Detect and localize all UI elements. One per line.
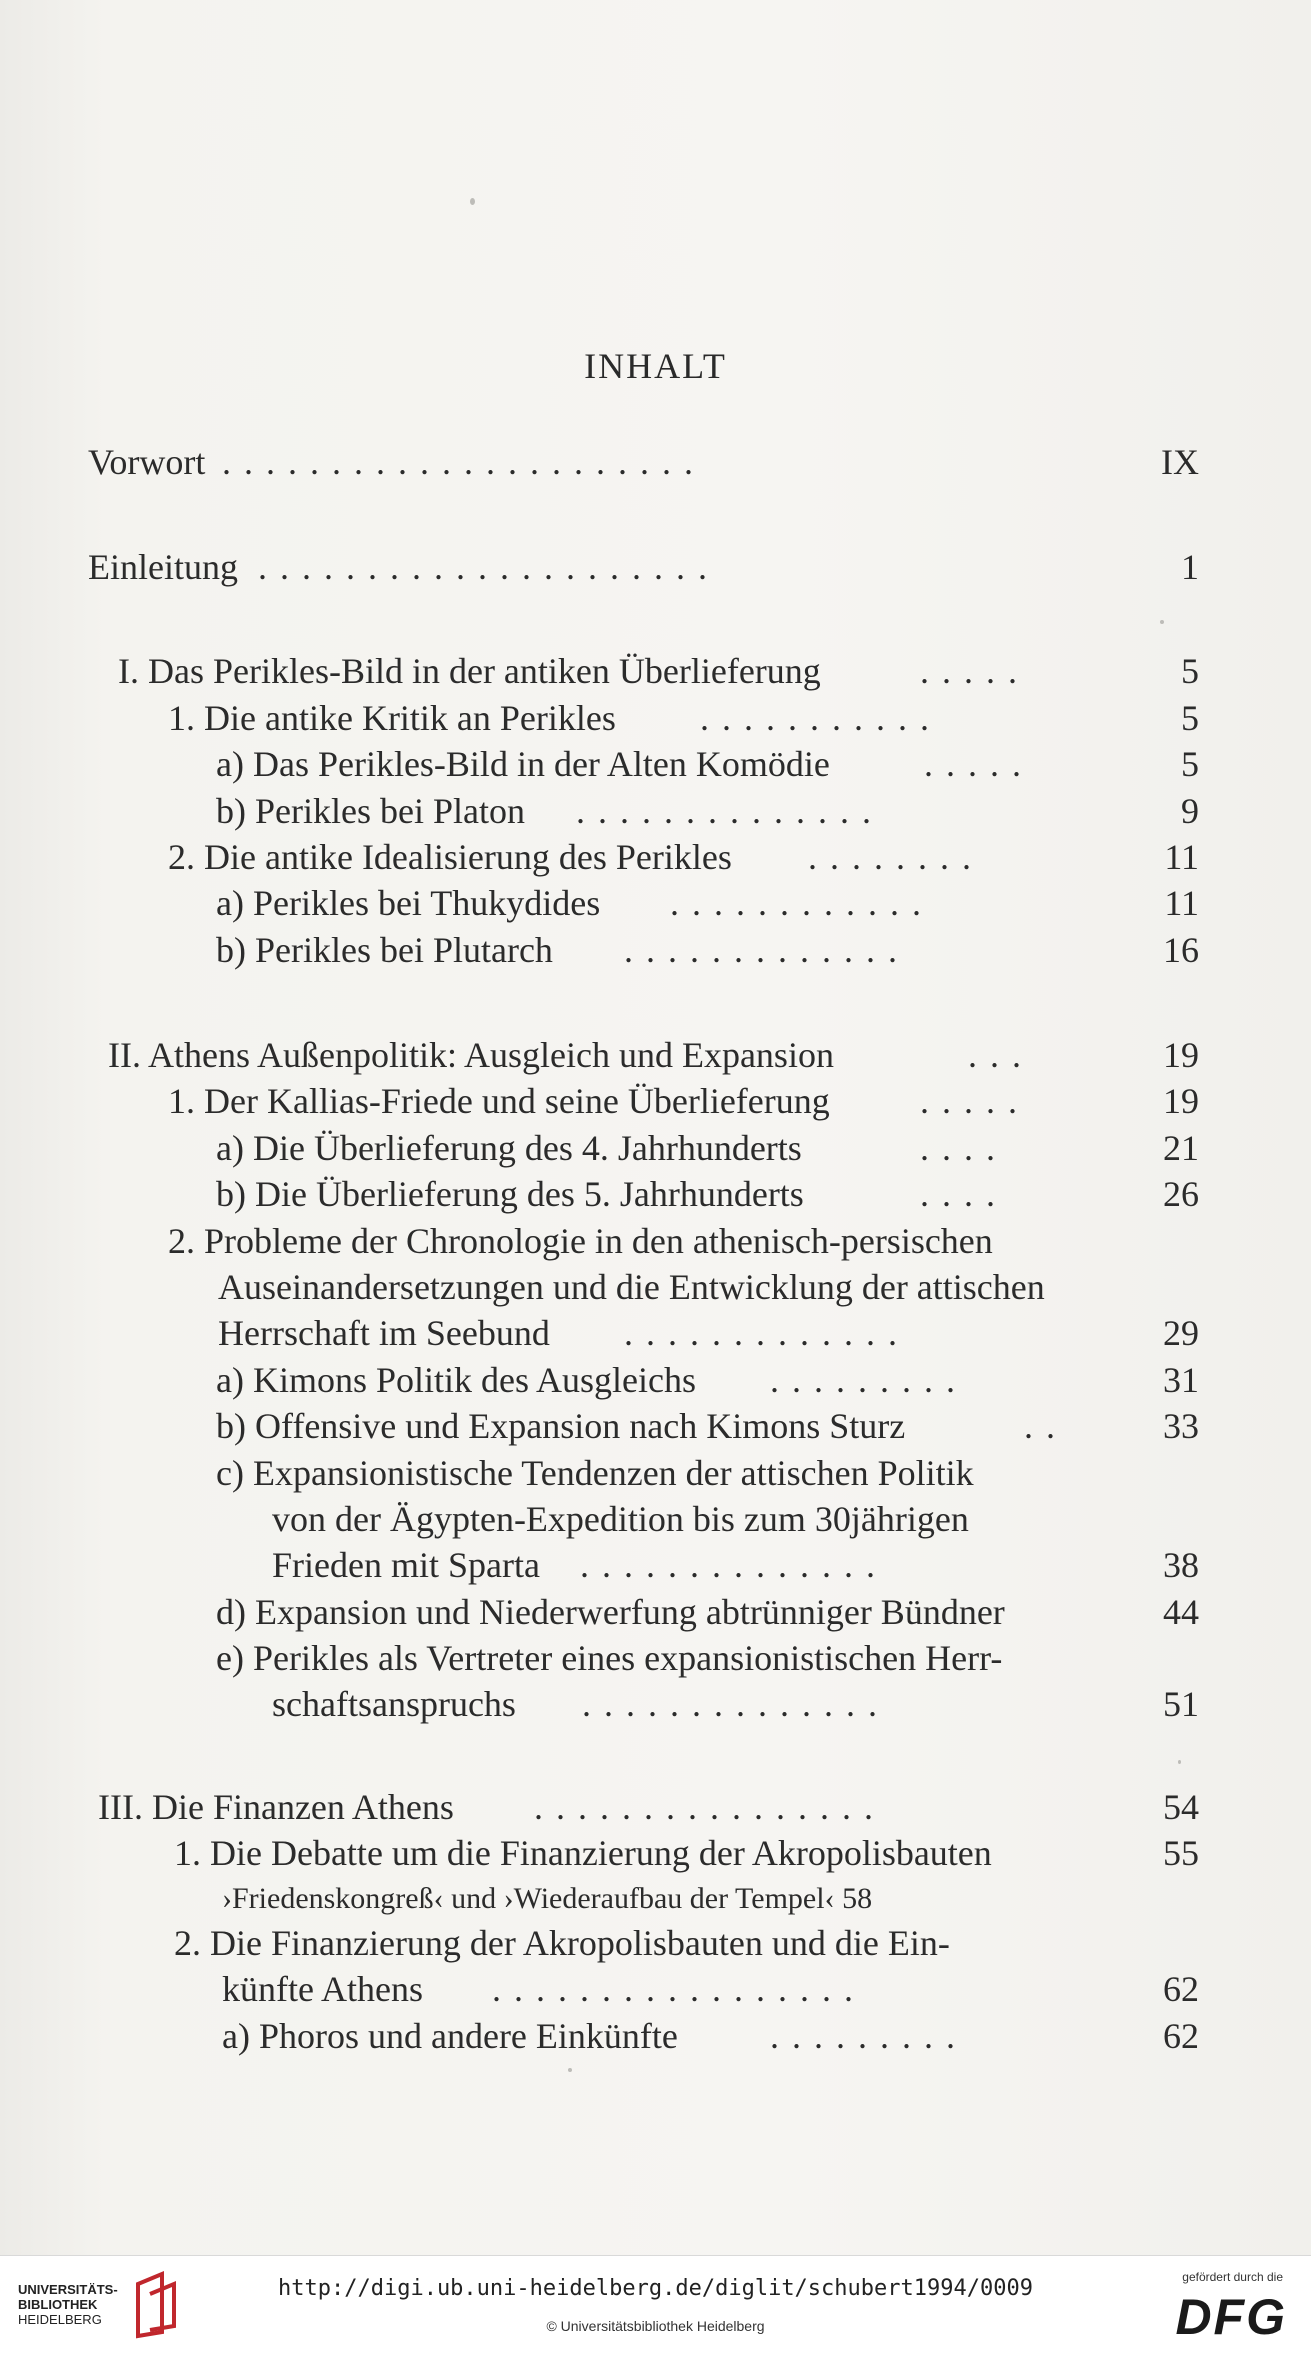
toc-section-subtopic: ›Friedenskongreß‹ und ›Wiederaufbau der Tempel‹ 58: [222, 1882, 873, 1915]
toc-leader-dots: ............: [670, 883, 934, 923]
toc-section-label: 1. Der Kallias-Friede und seine Überlieferung: [168, 1081, 830, 1121]
toc-entry-page: 16: [1163, 930, 1199, 970]
toc-leader-dots: .........: [770, 2016, 968, 2056]
toc-subsection-label-continued: schaftsanspruchs: [272, 1684, 516, 1724]
toc-leader-dots: ....: [920, 1128, 1008, 1168]
toc-leader-dots: ..: [1024, 1406, 1068, 1446]
toc-leader-dots: .....: [920, 1081, 1030, 1121]
toc-entry-page: 11: [1164, 883, 1199, 923]
toc-subsection-label: a) Die Überlieferung des 4. Jahrhunderts: [216, 1128, 802, 1168]
toc-leader-dots: ..............: [582, 1684, 890, 1724]
toc-entry-label: Vorwort: [88, 442, 206, 482]
toc-leader-dots: ..............: [580, 1545, 888, 1585]
toc-chapter-label: II. Athens Außenpolitik: Ausgleich und Expansion: [108, 1035, 834, 1075]
toc-entry-page: 31: [1163, 1360, 1199, 1400]
dfg-logo: DFG: [1175, 2289, 1287, 2345]
toc-entry-page: 11: [1164, 837, 1199, 877]
toc-entry-page: 38: [1163, 1545, 1199, 1585]
toc-section-label-continued: künfte Athens: [222, 1969, 423, 2009]
toc-entry-page: 54: [1163, 1787, 1199, 1827]
toc-leader-dots: .....: [920, 651, 1030, 691]
toc-entry-page: 9: [1181, 791, 1199, 831]
toc-subsection-label: a) Das Perikles-Bild in der Alten Komödie: [216, 744, 830, 784]
toc-leader-dots: .................: [492, 1969, 866, 2009]
toc-entry-page: 5: [1181, 698, 1199, 738]
toc-section-label: 2. Die antike Idealisierung des Perikles: [168, 837, 732, 877]
toc-leader-dots: ...: [968, 1035, 1034, 1075]
toc-leader-dots: .....................: [258, 547, 720, 587]
copyright-notice: © Universitätsbibliothek Heidelberg: [546, 2318, 765, 2334]
toc-entry-page: 62: [1163, 2016, 1199, 2056]
toc-chapter-label: I. Das Perikles-Bild in der antiken Überlieferung: [118, 651, 821, 691]
toc-leader-dots: .........: [770, 1360, 968, 1400]
toc-leader-dots: ...........: [700, 698, 942, 738]
toc-subsection-label-continued: Frieden mit Sparta: [272, 1545, 540, 1585]
library-name-line2: BIBLIOTHEK: [18, 2297, 98, 2312]
toc-entry-page: 51: [1163, 1684, 1199, 1724]
toc-entry-label: Einleitung: [88, 547, 238, 587]
toc-entry-page: 21: [1163, 1128, 1199, 1168]
toc-section-label-continued: Herrschaft im Seebund: [218, 1313, 550, 1353]
funding-note: gefördert durch die: [1182, 2270, 1283, 2284]
toc-leader-dots: ........: [808, 837, 984, 877]
toc-section-label-continued: Auseinandersetzungen und die Entwicklung der attischen: [218, 1267, 1045, 1307]
toc-section-label: 1. Die Debatte um die Finanzierung der Akropolisbauten: [174, 1833, 992, 1873]
toc-leader-dots: ....: [920, 1174, 1008, 1214]
toc-subsection-label: a) Kimons Politik des Ausgleichs: [216, 1360, 696, 1400]
toc-subsection-label-continued: von der Ägypten-Expedition bis zum 30jährigen: [272, 1499, 969, 1539]
toc-section-label: 2. Die Finanzierung der Akropolisbauten und die Ein-: [174, 1923, 950, 1963]
toc-entry-page: 5: [1181, 651, 1199, 691]
toc-subsection-label: b) Perikles bei Plutarch: [216, 930, 553, 970]
toc-entry-page: 62: [1163, 1969, 1199, 2009]
toc-leader-dots: ..............: [576, 791, 884, 831]
toc-entry-page: 29: [1163, 1313, 1199, 1353]
toc-entry-page: 5: [1181, 744, 1199, 784]
toc-entry-page: 26: [1163, 1174, 1199, 1214]
toc-leader-dots: ......................: [222, 442, 706, 482]
toc-subsection-label: b) Die Überlieferung des 5. Jahrhunderts: [216, 1174, 804, 1214]
toc-chapter-label: III. Die Finanzen Athens: [98, 1787, 454, 1827]
toc-subsection-label: c) Expansionistische Tendenzen der attischen Politik: [216, 1453, 974, 1493]
viewer-footer: [0, 2255, 1311, 2353]
toc-subsection-label: b) Offensive und Expansion nach Kimons Sturz: [216, 1406, 906, 1446]
page-title: INHALT: [584, 346, 727, 386]
toc-section-label: 1. Die antike Kritik an Perikles: [168, 698, 616, 738]
toc-subsection-label: b) Perikles bei Platon: [216, 791, 525, 831]
permalink-url[interactable]: http://digi.ub.uni-heidelberg.de/diglit/schubert1994/0009: [278, 2276, 1033, 2301]
toc-subsection-label: e) Perikles als Vertreter eines expansionistischen Herr-: [216, 1638, 1003, 1678]
toc-entry-page: 19: [1163, 1081, 1199, 1121]
library-name-line1: UNIVERSITÄTS-: [18, 2282, 118, 2297]
toc-leader-dots: .............: [624, 930, 910, 970]
toc-leader-dots: .....: [924, 744, 1034, 784]
toc-entry-page: 1: [1181, 547, 1199, 587]
toc-leader-dots: .............: [624, 1313, 910, 1353]
toc-subsection-label: d) Expansion und Niederwerfung abtrünniger Bündner: [216, 1592, 1005, 1632]
toc-entry-page: 33: [1163, 1406, 1199, 1446]
toc-leader-dots: ................: [534, 1787, 886, 1827]
toc-entry-page: 55: [1163, 1833, 1199, 1873]
library-name-line3: HEIDELBERG: [18, 2312, 102, 2327]
toc-entry-page: IX: [1161, 442, 1199, 482]
toc-subsection-label: a) Perikles bei Thukydides: [216, 883, 601, 923]
toc-entry-page: 44: [1163, 1592, 1199, 1632]
toc-section-label: 2. Probleme der Chronologie in den athenisch-persischen: [168, 1221, 993, 1261]
toc-subsection-label: a) Phoros und andere Einkünfte: [222, 2016, 678, 2056]
toc-entry-page: 19: [1163, 1035, 1199, 1075]
